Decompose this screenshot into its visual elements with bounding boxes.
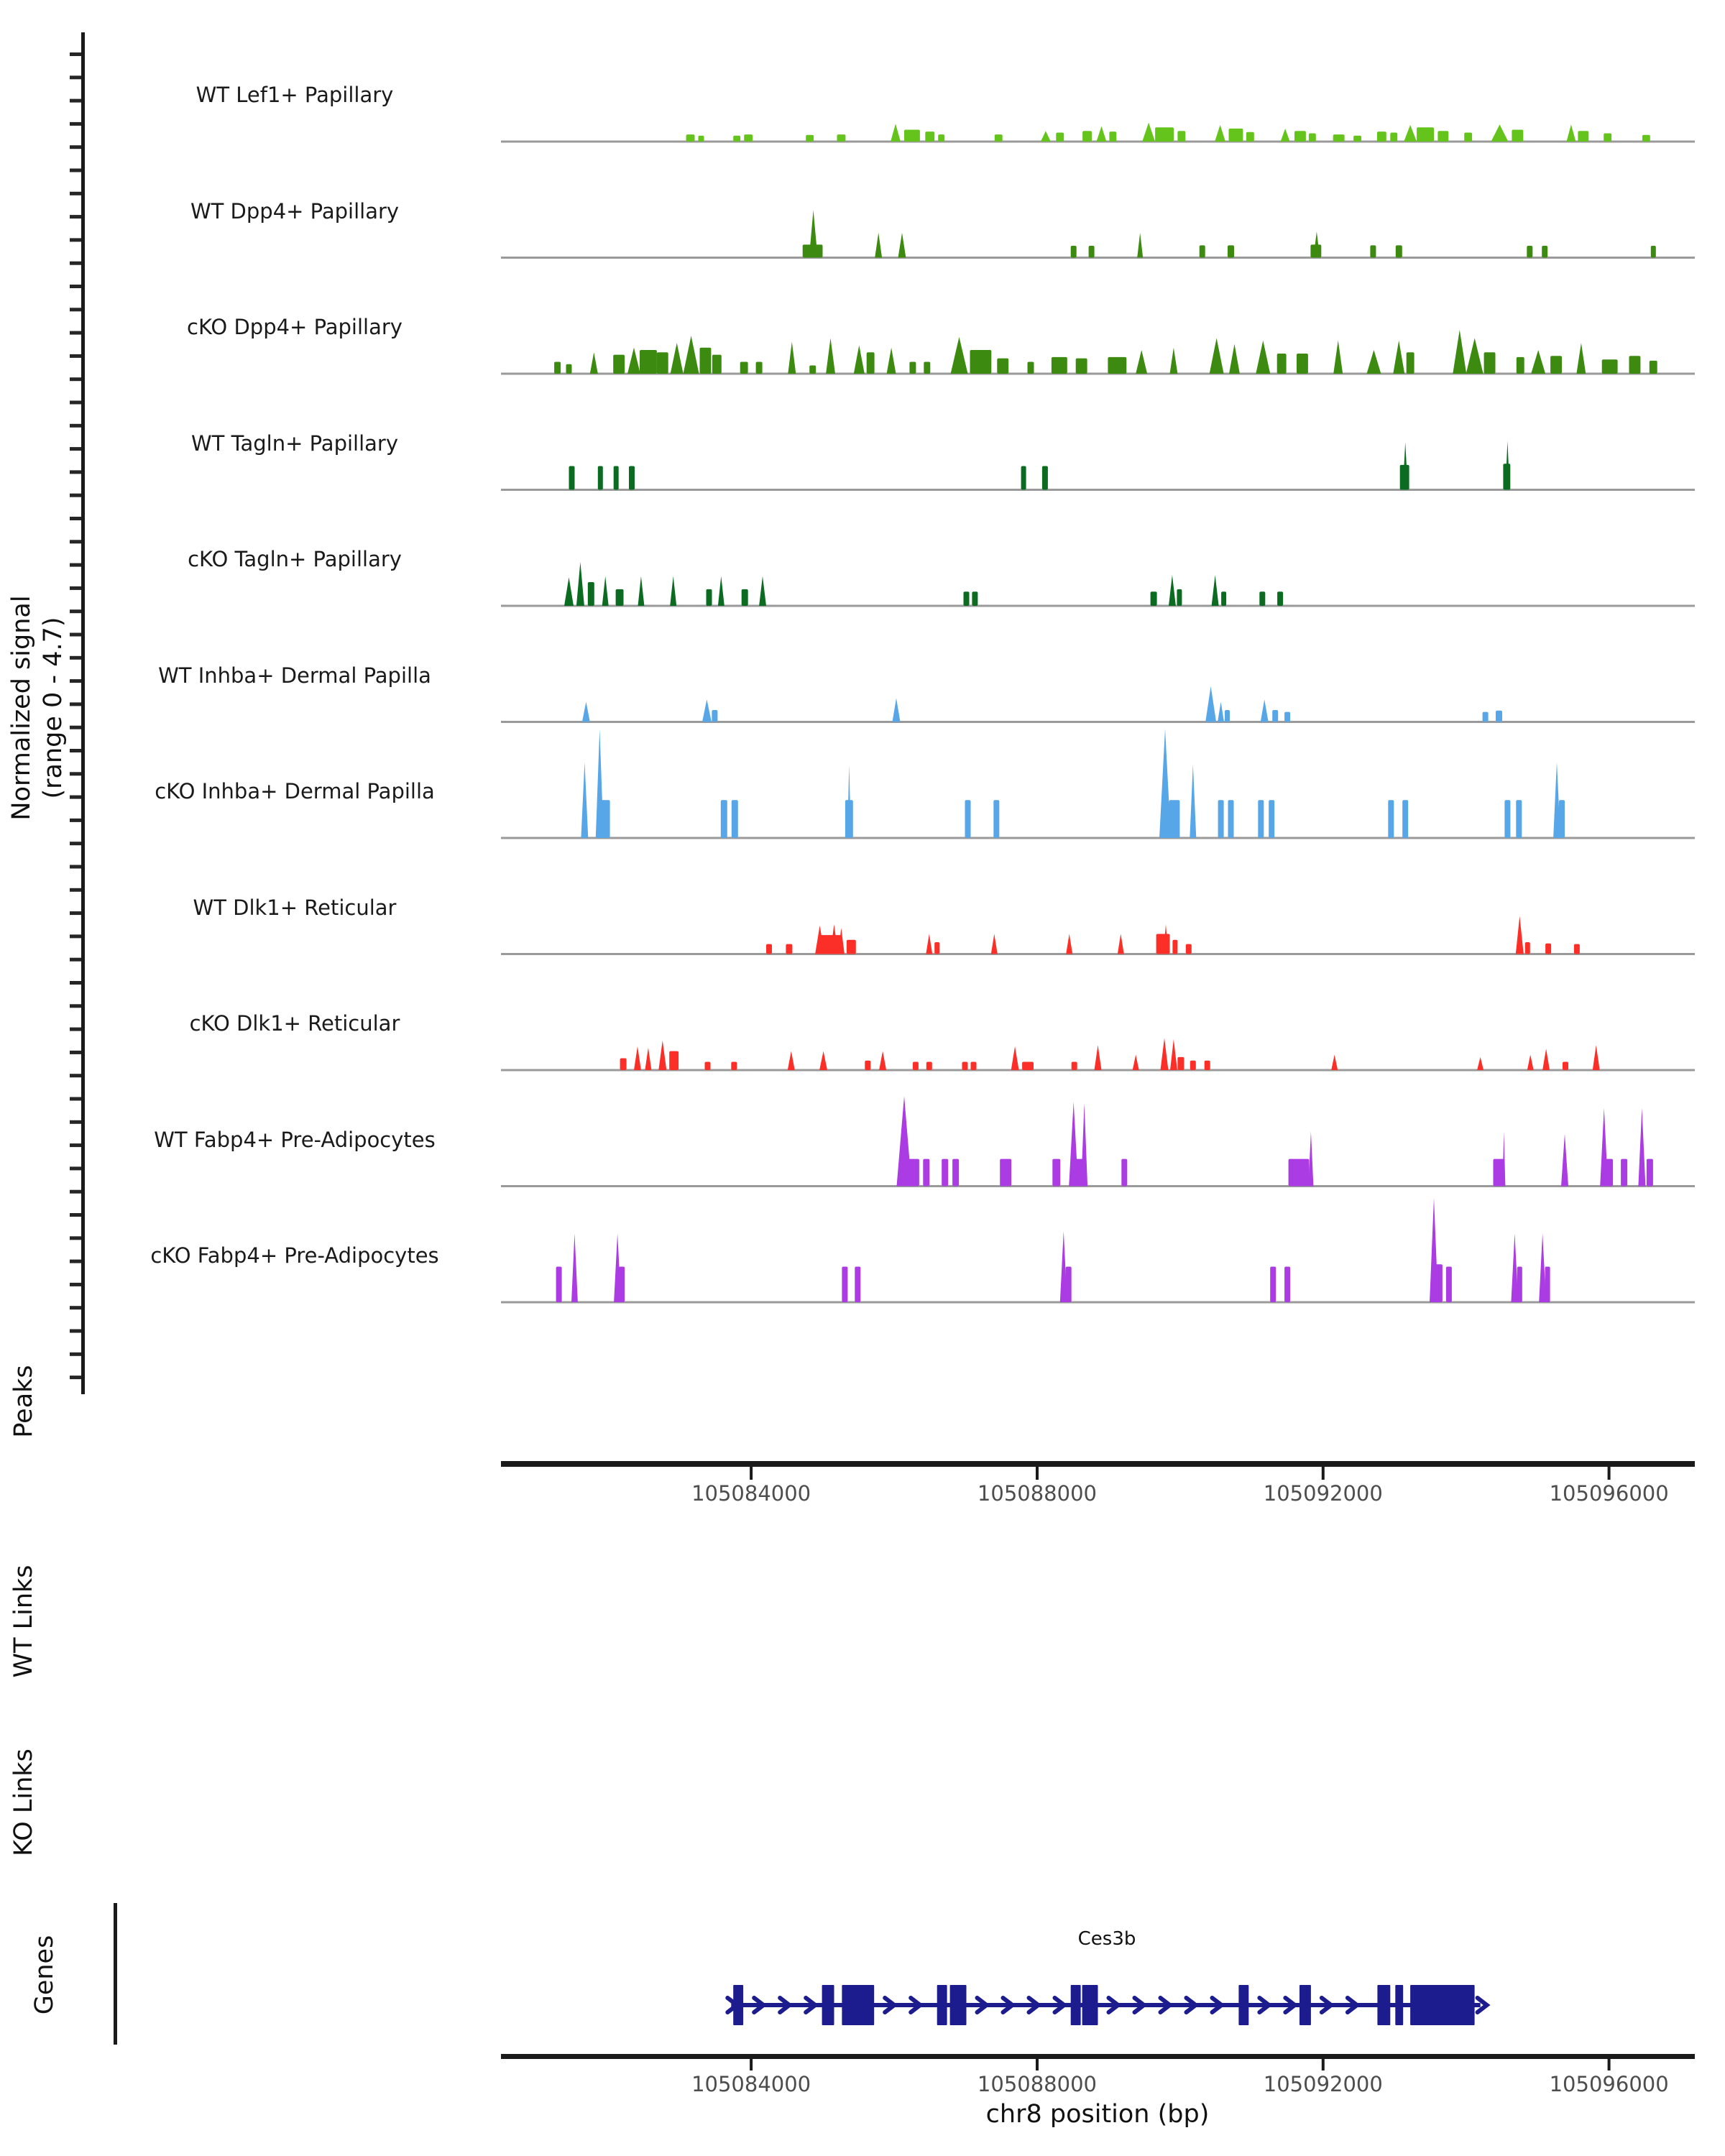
- track-label: cKO Dlk1+ Reticular: [189, 1011, 400, 1036]
- track-label: WT Dpp4+ Papillary: [190, 198, 400, 224]
- track-label: WT Dlk1+ Reticular: [193, 895, 397, 920]
- track-label: cKO Dpp4+ Papillary: [187, 315, 402, 339]
- section-label-peaks: Peaks: [9, 1365, 38, 1438]
- x-tick-label: 105092000: [1263, 1481, 1383, 1506]
- section-label-wt-links: WT Links: [9, 1565, 38, 1678]
- x-tick-label: 105092000: [1263, 2072, 1383, 2096]
- y-axis-label-line2: (range 0 - 4.7): [39, 617, 68, 799]
- section-label-ko-links: KO Links: [9, 1749, 38, 1856]
- x-tick-label: 105088000: [977, 2072, 1097, 2096]
- x-tick-label: 105096000: [1549, 1481, 1669, 1506]
- x-tick-label: 105088000: [977, 1481, 1097, 1506]
- track-label: cKO Fabp4+ Pre-Adipocytes: [150, 1243, 439, 1268]
- track-label: cKO Inhba+ Dermal Papilla: [155, 779, 435, 803]
- track-label: WT Lef1+ Papillary: [196, 83, 394, 107]
- track-label: WT Tagln+ Papillary: [190, 430, 399, 456]
- y-axis-label: [6, 595, 69, 820]
- x-tick-label: 105096000: [1549, 2072, 1669, 2096]
- track-label: WT Fabp4+ Pre-Adipocytes: [154, 1127, 436, 1152]
- gene-name-label: Ces3b: [1077, 1928, 1136, 1950]
- x-tick-label: 105084000: [691, 2072, 811, 2096]
- track-label: WT Inhba+ Dermal Papilla: [158, 663, 431, 688]
- x-tick-label: 105084000: [691, 1481, 811, 1506]
- track-label: cKO Tagln+ Papillary: [188, 547, 402, 571]
- x-axis-title: chr8 position (bp): [985, 2100, 1210, 2129]
- section-label-genes: Genes: [30, 1935, 59, 2015]
- y-axis-label-line1: Normalized signal: [7, 595, 36, 821]
